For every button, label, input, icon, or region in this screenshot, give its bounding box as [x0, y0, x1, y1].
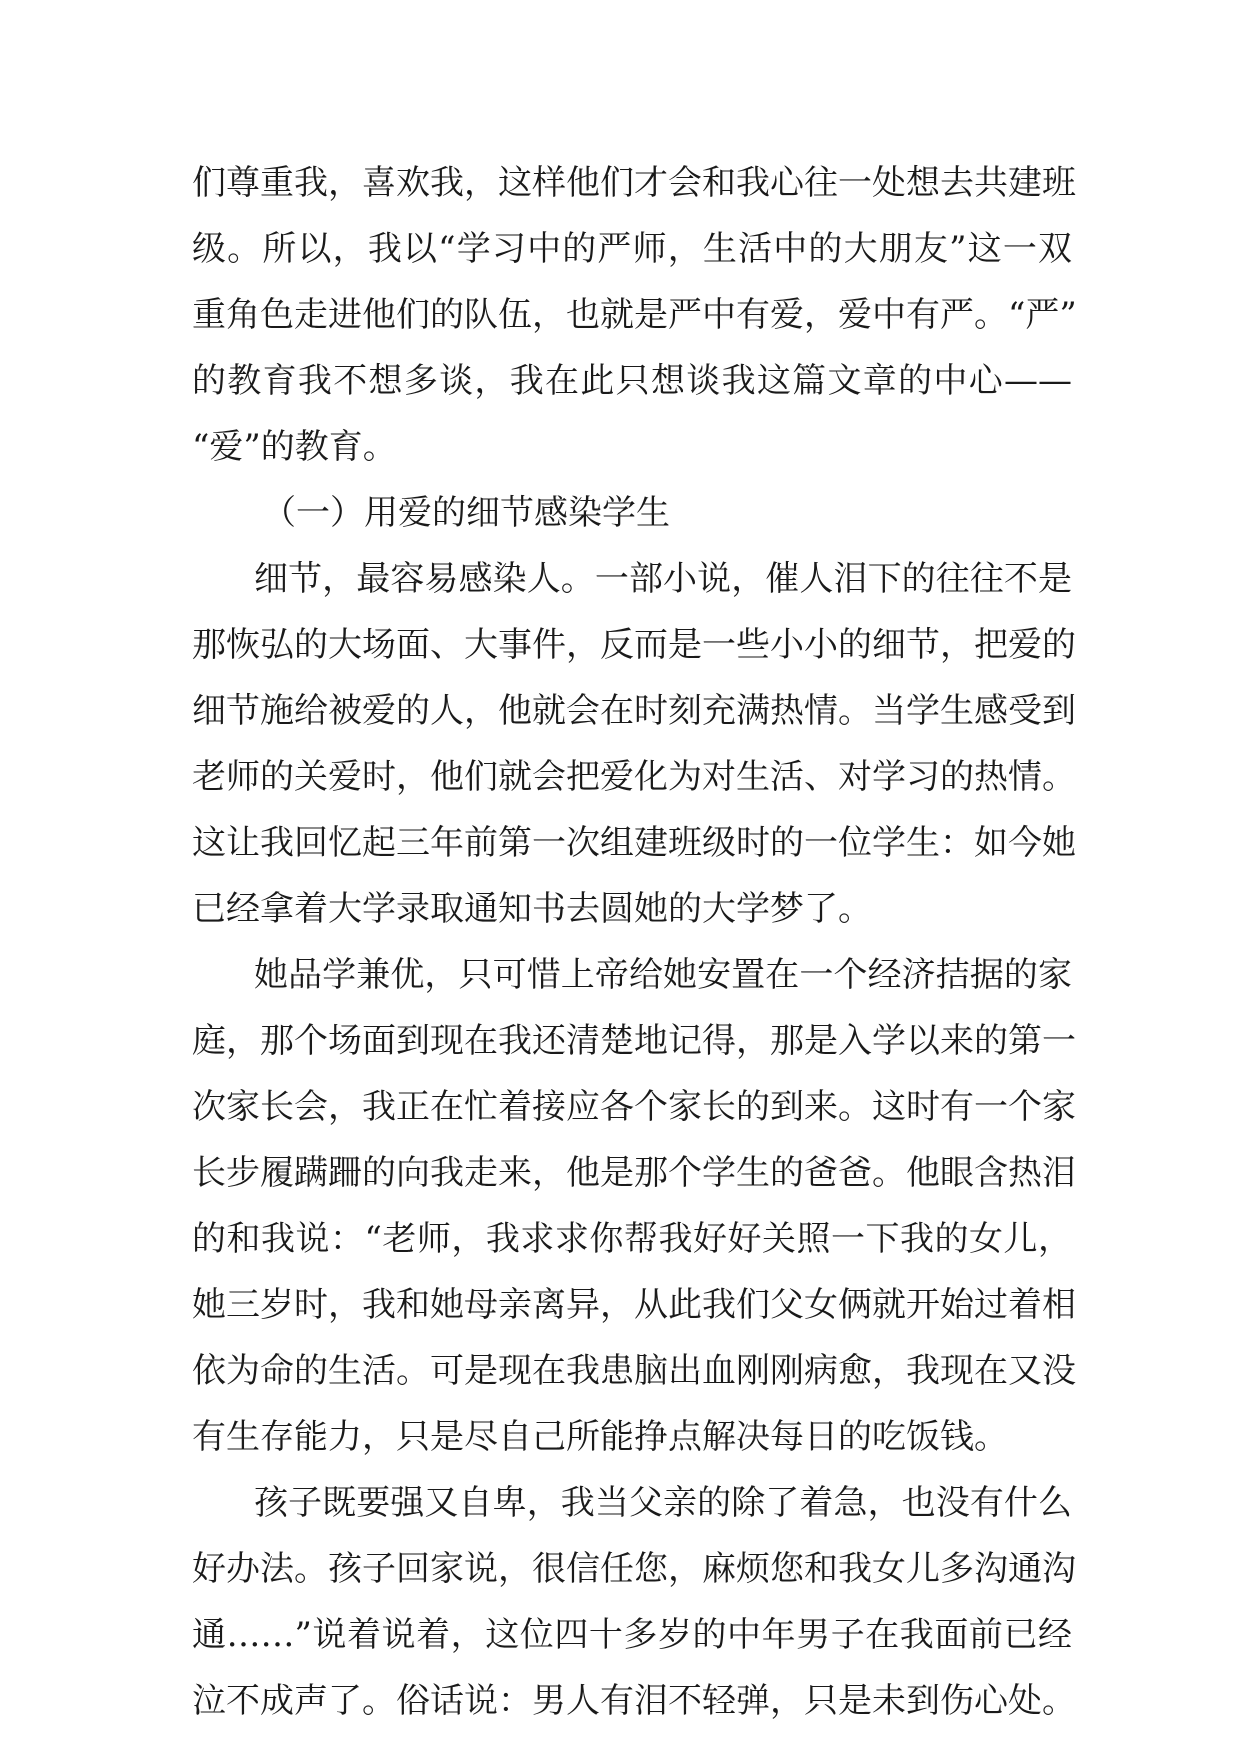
text-line: 她品学兼优，只可惜上帝给她安置在一个经济拮据的家	[254, 955, 1072, 995]
text-line: 依为命的生活。可是现在我患脑出血刚刚病愈，我现在又没	[192, 1351, 1076, 1391]
text-line: 长步履蹒跚的向我走来，他是那个学生的爸爸。他眼含热泪	[192, 1153, 1076, 1193]
text-line: 的教育我不想多谈，我在此只想谈我这篇文章的中心——	[192, 361, 1072, 401]
text-line: 这让我回忆起三年前第一次组建班级时的一位学生：如今她	[192, 823, 1076, 863]
text-line: 泣不成声了。俗话说：男人有泪不轻弹，只是未到伤心处。	[192, 1681, 1076, 1721]
text-line: 次家长会，我正在忙着接应各个家长的到来。这时有一个家	[192, 1087, 1076, 1127]
text-line: 们尊重我，喜欢我，这样他们才会和我心往一处想去共建班	[192, 163, 1076, 203]
body-text	[192, 150, 1077, 1734]
text-line: 孩子既要强又自卑，我当父亲的除了着急，也没有什么	[254, 1483, 1072, 1523]
text-line: 那恢弘的大场面、大事件，反而是一些小小的细节，把爱的	[192, 625, 1076, 665]
text-line: 重角色走进他们的队伍，也就是严中有爱，爱中有严。“严”	[192, 295, 1077, 335]
text-line: 她三岁时，我和她母亲离异，从此我们父女俩就开始过着相	[192, 1285, 1076, 1325]
text-line: 级。所以，我以“学习中的严师，生活中的大朋友”这一双	[192, 229, 1072, 269]
text-line: 的和我说：“老师，我求求你帮我好好关照一下我的女儿，	[192, 1219, 1072, 1259]
text-line: 好办法。孩子回家说，很信任您，麻烦您和我女儿多沟通沟	[192, 1549, 1076, 1589]
text-line: “爱”的教育。	[192, 427, 397, 467]
text-line: 老师的关爱时，他们就会把爱化为对生活、对学习的热情。	[192, 757, 1076, 797]
text-line: 庭，那个场面到现在我还清楚地记得，那是入学以来的第一	[192, 1021, 1076, 1061]
section-heading: （一）用爱的细节感染学生	[262, 493, 670, 533]
text-line: 细节，最容易感染人。一部小说，催人泪下的往往不是	[254, 559, 1072, 599]
text-line: 已经拿着大学录取通知书去圆她的大学梦了。	[192, 889, 872, 929]
text-line: 细节施给被爱的人，他就会在时刻充满热情。当学生感受到	[192, 691, 1076, 731]
text-line: 通……”说着说着，这位四十多岁的中年男子在我面前已经	[192, 1615, 1072, 1655]
text-line: 有生存能力，只是尽自己所能挣点解决每日的吃饭钱。	[192, 1417, 1008, 1457]
